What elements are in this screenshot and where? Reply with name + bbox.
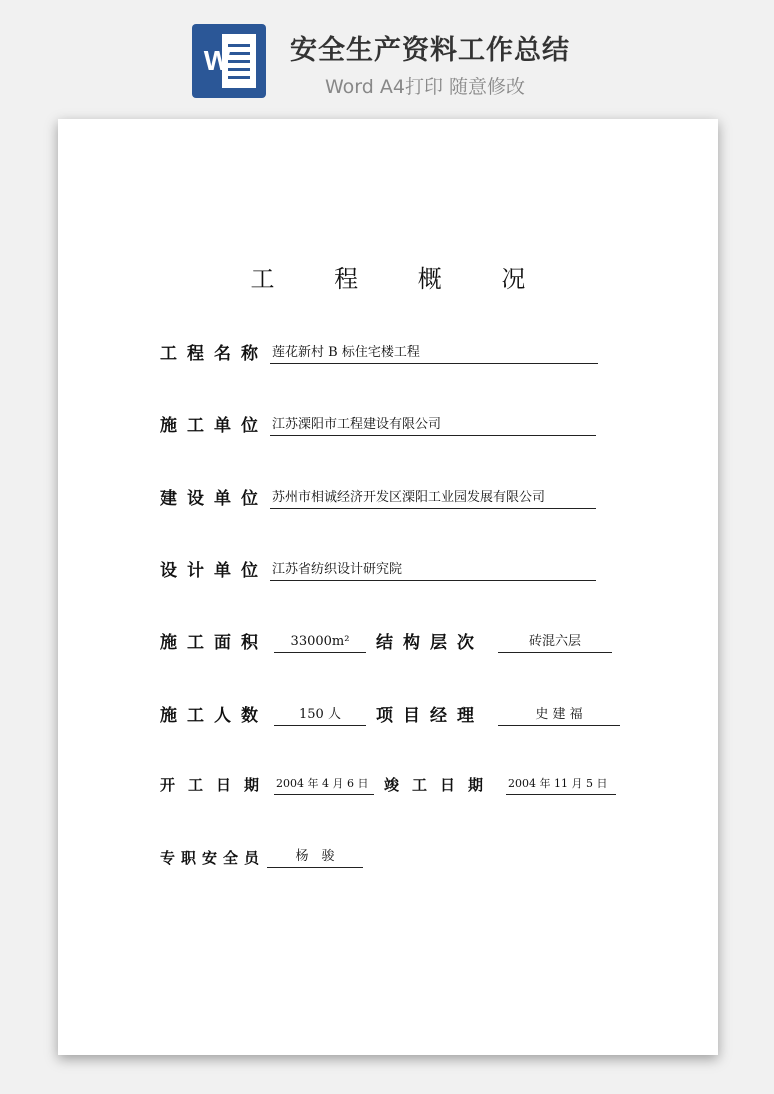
field-value: 莲花新村 B 标住宅楼工程	[270, 344, 598, 364]
field-value: 150 人	[274, 706, 366, 726]
header-banner	[0, 0, 774, 110]
field-dates	[160, 774, 616, 795]
field-area-structure	[160, 628, 612, 653]
field-value: 杨 骏	[267, 848, 363, 868]
field-value: 史 建 福	[498, 706, 620, 726]
field-owner-unit	[160, 484, 596, 509]
field-label: 建设单位	[160, 489, 268, 509]
field-construction-unit	[160, 411, 596, 436]
field-value: 苏州市相诚经济开发区溧阳工业园发展有限公司	[270, 489, 596, 509]
field-value: 2004 年 11 月 5 日	[506, 775, 616, 795]
banner-subtitle: Word A4打印 随意修改	[325, 76, 526, 98]
field-label: 施工单位	[160, 416, 268, 436]
field-label: 设计单位	[160, 561, 268, 581]
field-label: 结构层次	[376, 633, 484, 653]
field-workers-manager	[160, 701, 620, 726]
field-label: 施工面积	[160, 633, 268, 653]
field-value: 江苏省纺织设计研究院	[270, 561, 596, 581]
field-value: 2004 年 4 月 6 日	[274, 775, 374, 795]
field-value: 砖混六层	[498, 633, 612, 653]
word-app-icon	[192, 24, 266, 98]
field-safety-officer	[160, 847, 363, 868]
field-label: 开工日期	[160, 776, 273, 794]
field-project-name	[160, 339, 598, 364]
page-title: 工 程 概 况	[250, 265, 552, 293]
field-label: 竣工日期	[384, 776, 497, 794]
field-label: 工程名称	[160, 344, 268, 364]
field-label: 项目经理	[376, 706, 484, 726]
banner-title: 安全生产资料工作总结	[290, 35, 570, 66]
field-value: 33000m²	[274, 633, 366, 653]
field-label: 施工人数	[160, 706, 268, 726]
document-page	[58, 119, 718, 1055]
field-label: 专职安全员	[160, 849, 266, 867]
field-value: 江苏溧阳市工程建设有限公司	[270, 416, 596, 436]
word-icon-letter: W	[203, 45, 231, 76]
field-design-unit	[160, 556, 596, 581]
